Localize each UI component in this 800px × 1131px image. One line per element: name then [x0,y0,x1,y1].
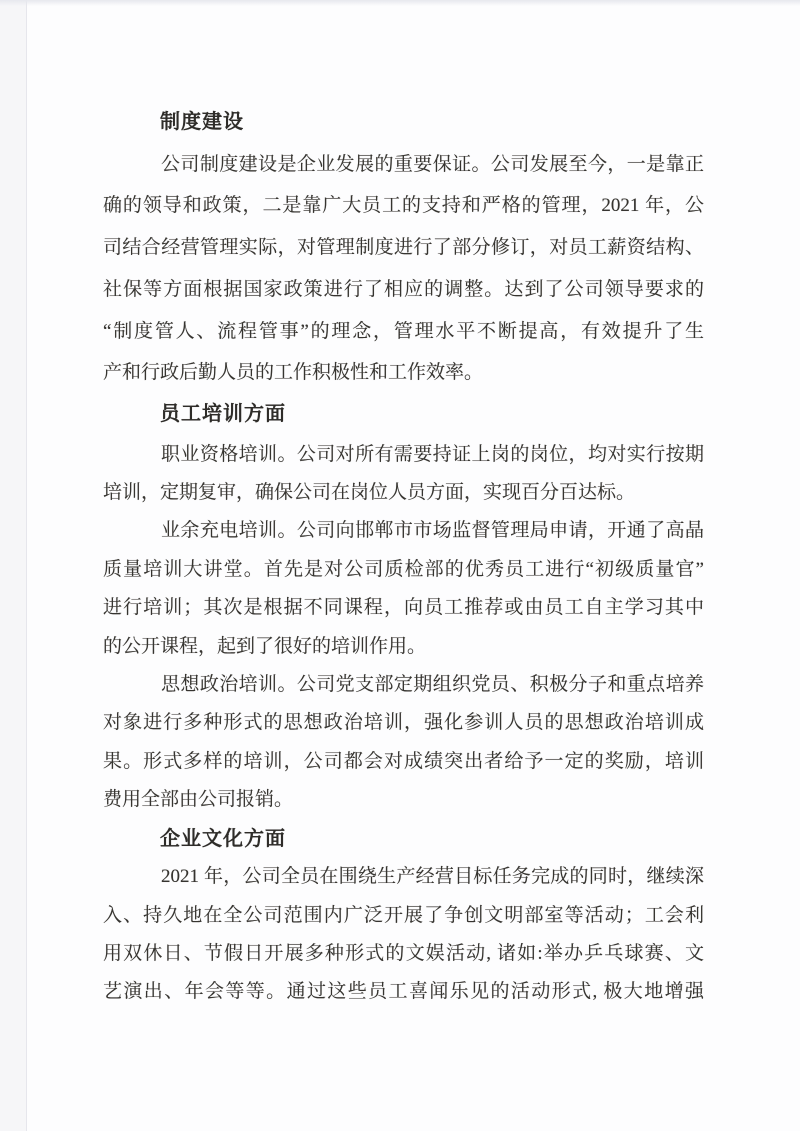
text-line: “制度管人、流程管事”的理念，管理水平不断提高，有效提升了生 [103,320,704,342]
text-line: 2021 年，公司全员在围绕生产经营目标任务完成的同时，继续深 [161,866,704,888]
section-heading: 制度建设 [160,111,244,133]
text-line: 产和行政后勤人员的工作积极性和工作效率。 [103,362,484,384]
text-line: 的公开课程，起到了很好的培训作用。 [103,635,427,657]
text-line: 思想政治培训。公司党支部定期组织党员、积极分子和重点培养 [161,674,704,696]
text-line: 用双休日、节假日开展多种形式的文娱活动, 诸如:举办乒乓球赛、文 [103,942,704,964]
text-line: 对象进行多种形式的思想政治培训，强化参训人员的思想政治培训成 [103,712,704,734]
text-line: 费用全部由公司报销。 [103,789,294,811]
text-line: 果。形式多样的培训，公司都会对成绩突出者给予一定的奖励，培训 [103,750,704,772]
section-heading: 员工培训方面 [160,402,286,425]
section-heading: 企业文化方面 [160,827,286,850]
text-line: 培训，定期复审，确保公司在岗位人员方面，实现百分百达标。 [103,482,636,504]
text-line: 职业资格培训。公司对所有需要持证上岗的岗位，均对实行按期 [161,443,704,465]
text-line: 进行培训；其次是根据不同课程，向员工推荐或由员工自主学习其中 [103,597,704,619]
text-line: 确的领导和政策，二是靠广大员工的支持和严格的管理，2021 年，公 [103,195,704,217]
text-line: 入、持久地在全公司范围内广泛开展了争创文明部室等活动；工会利 [103,904,704,926]
text-line: 司结合经营管理实际，对管理制度进行了部分修订，对员工薪资结构、 [103,237,704,259]
text-line: 公司制度建设是企业发展的重要保证。公司发展至今，一是靠正 [161,153,704,175]
text-line: 业余充电培训。公司向邯郸市市场监督管理局申请，开通了高晶 [161,520,704,542]
text-line: 艺演出、年会等等。通过这些员工喜闻乐见的活动形式, 极大地增强 [103,981,704,1003]
text-line: 社保等方面根据国家政策进行了相应的调整。达到了公司领导要求的 [103,278,704,300]
text-line: 质量培训大讲堂。首先是对公司质检部的优秀员工进行“初级质量官” [103,558,704,580]
